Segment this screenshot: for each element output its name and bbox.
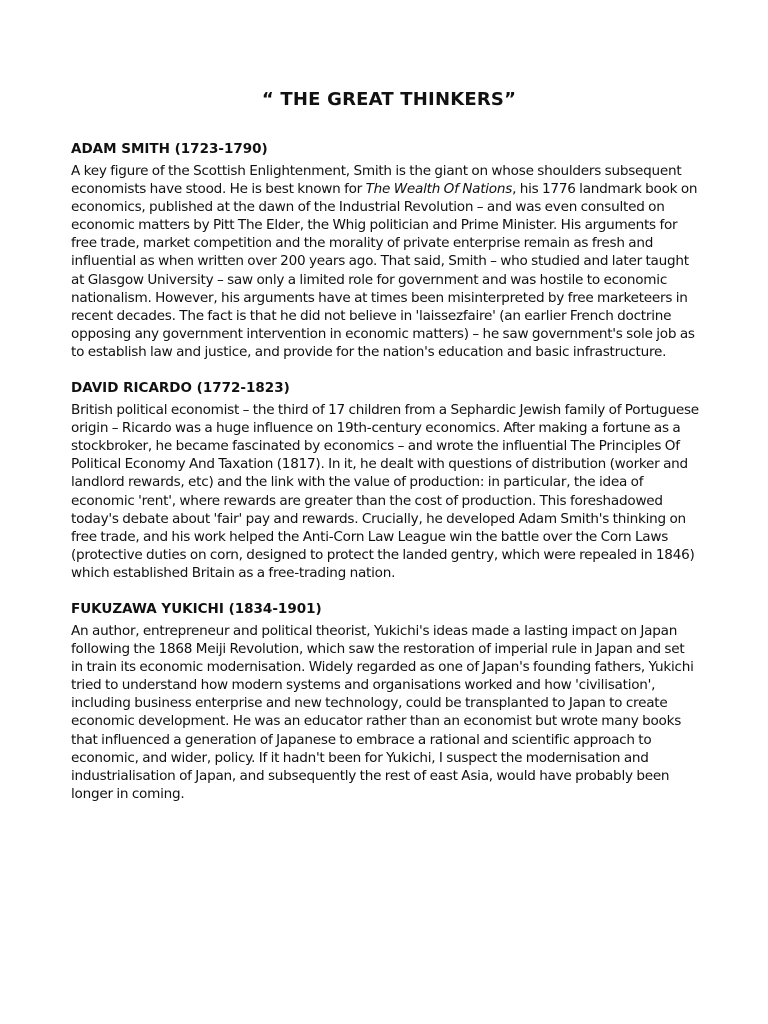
section-fukuzawa-yukichi [71, 600, 699, 803]
section-body-adam-smith [71, 162, 699, 361]
section-heading-fukuzawa-yukichi: FUKUZAWA YUKICHI (1834-1901) [71, 600, 322, 617]
section-david-ricardo [71, 379, 699, 582]
section-heading-david-ricardo: DAVID RICARDO (1772-1823) [71, 380, 290, 397]
body-text-part: A key figure of the Scottish Enlightenment, Smith is the giant on whose shoulders subsequent economists have stood. He is best known for [71, 163, 682, 198]
document-page [71, 88, 699, 821]
body-text-part: , his 1776 landmark book on economics, published at the dawn of the Industrial Revolution – and was even consulted on economic matters by Pitt The Elder, the Whig politician and Prime Minister. His arguments for free trade, market competition and the morality of private enterprise remain as fresh and influential as when written over 200 years ago. That said, Smith – who studied and later taught at Glasgow University – saw only a limited role for government and was hostile to economic nationalism. However, his arguments have at times been misinterpreted by free marketeers in recent decades. The fact is that he did not believe in 'laissezfaire' (an earlier French doctrine opposing any government intervention in economic matters) – he saw government's sole job as to establish law and justice, and provide for the nation's education and basic infrastructure. [71, 181, 698, 360]
section-adam-smith [71, 140, 699, 361]
section-heading-adam-smith: ADAM SMITH (1723-1790) [71, 141, 268, 157]
book-title-italic: The Wealth Of Nations [365, 181, 513, 198]
document-title: “ THE GREAT THINKERS” [261, 89, 517, 110]
section-body-david-ricardo: British political economist – the third of 17 children from a Sephardic Jewish family of Portuguese origin – Ricardo was a huge influence on 19th-century economics. After making a fortune as a stockbroker, he became fascinated by economics – and wrote the influential The Principles Of Political Economy And Taxation (1817). In it, he dealt with questions of distribution (worker and landlord rewards, etc) and the link with the value of production: in particular, the idea of economic 'rent', where rewards are greater than the cost of production. This foreshadowed today's debate about 'fair' pay and rewards. Crucially, he developed Adam Smith's thinking on free trade, and his work helped the Anti-Corn Law League win the battle over the Corn Laws (protective duties on corn, designed to protect the landed gentry, which were repealed in 1846) which established Britain as a free-trading nation. [71, 402, 699, 581]
section-body-fukuzawa-yukichi: An author, entrepreneur and political theorist, Yukichi's ideas made a lasting impact on Japan following the 1868 Meiji Revolution, which saw the restoration of imperial rule in Japan and set in train its economic modernisation. Widely regarded as one of Japan's founding fathers, Yukichi tried to understand how modern systems and organisations worked and how 'civilisation', including business enterprise and new technology, could be transplanted to Japan to create economic development. He was an educator rather than an economist but wrote many books that influenced a generation of Japanese to embrace a rational and scientific approach to economic, and wider, policy. If it hadn't been for Yukichi, I suspect the modernisation and industrialisation of Japan, and subsequently the rest of east Asia, would have probably been longer in coming. [71, 622, 694, 802]
